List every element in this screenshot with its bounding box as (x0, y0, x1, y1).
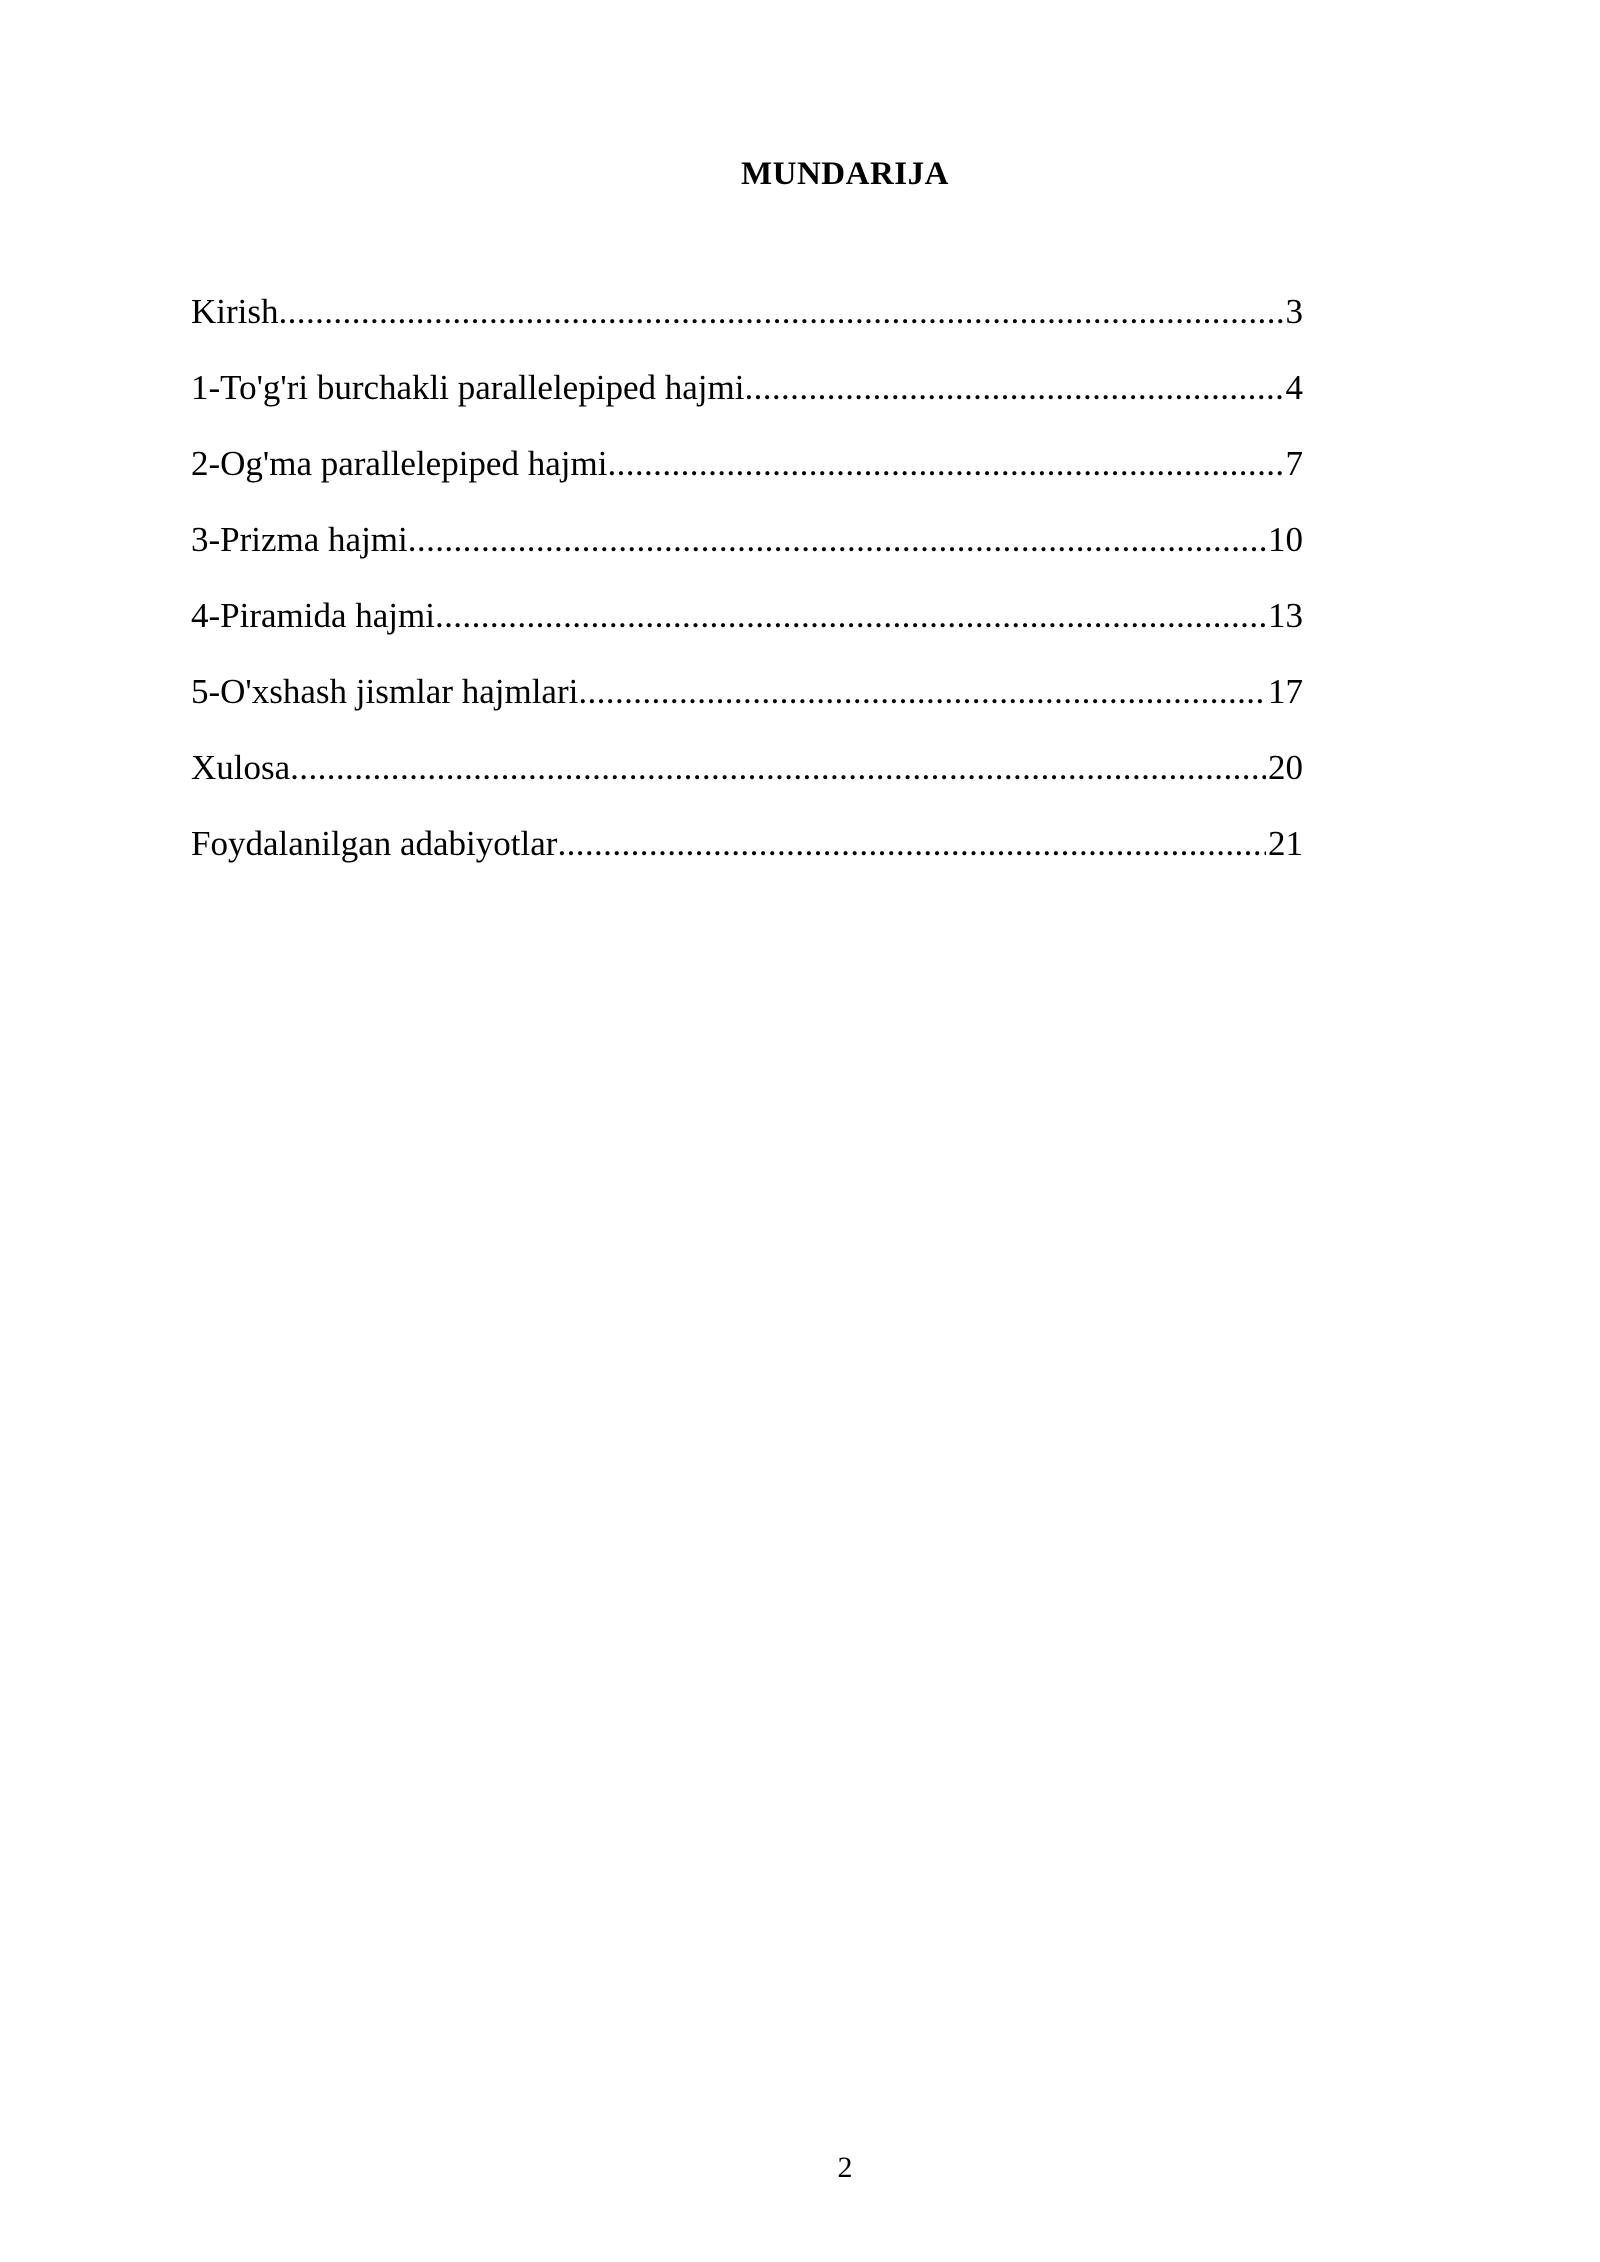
toc-entry-chapter-3[interactable] (191, 518, 1303, 594)
toc-entry-chapter-2[interactable] (191, 442, 1303, 518)
toc-dot-leader (290, 746, 1266, 790)
toc-dot-leader (557, 822, 1266, 866)
toc-entry-page: 21 (1268, 824, 1303, 863)
toc-entry-label: Xulosa (191, 748, 291, 787)
page-number: 2 (837, 2151, 853, 2184)
toc-entry-kirish[interactable] (191, 290, 1303, 366)
toc-dot-leader (279, 290, 1284, 334)
toc-entry-xulosa[interactable] (191, 746, 1303, 822)
toc-dot-leader (435, 594, 1266, 638)
toc-entry-label: Kirish (191, 292, 279, 331)
toc-entry-references[interactable] (191, 822, 1303, 898)
toc-entry-chapter-5[interactable] (191, 670, 1303, 746)
toc-entry-page: 3 (1285, 292, 1303, 331)
toc-entry-chapter-4[interactable] (191, 594, 1303, 670)
toc-entry-label: 4-Piramida hajmi (191, 596, 435, 635)
toc-entry-label: 1-To'g'ri burchakli parallelepiped hajmi (191, 368, 745, 407)
table-of-contents (191, 290, 1303, 898)
toc-entry-label: 3-Prizma hajmi (191, 520, 408, 559)
toc-dot-leader (578, 670, 1266, 714)
toc-dot-leader (408, 518, 1266, 562)
toc-entry-page: 4 (1285, 368, 1303, 407)
toc-entry-label: Foydalanilgan adabiyotlar (191, 824, 558, 863)
page-title: MUNDARIJA (741, 156, 949, 192)
toc-entry-page: 13 (1268, 596, 1303, 635)
toc-dot-leader (607, 442, 1283, 486)
toc-entry-page: 20 (1268, 748, 1303, 787)
toc-entry-page: 10 (1268, 520, 1303, 559)
toc-entry-label: 2-Og'ma parallelepiped hajmi (191, 444, 608, 483)
toc-entry-page: 17 (1268, 672, 1303, 711)
toc-entry-page: 7 (1285, 444, 1303, 483)
toc-dot-leader (744, 366, 1283, 410)
toc-entry-chapter-1[interactable] (191, 366, 1303, 442)
toc-entry-label: 5-O'xshash jismlar hajmlari (191, 672, 579, 711)
